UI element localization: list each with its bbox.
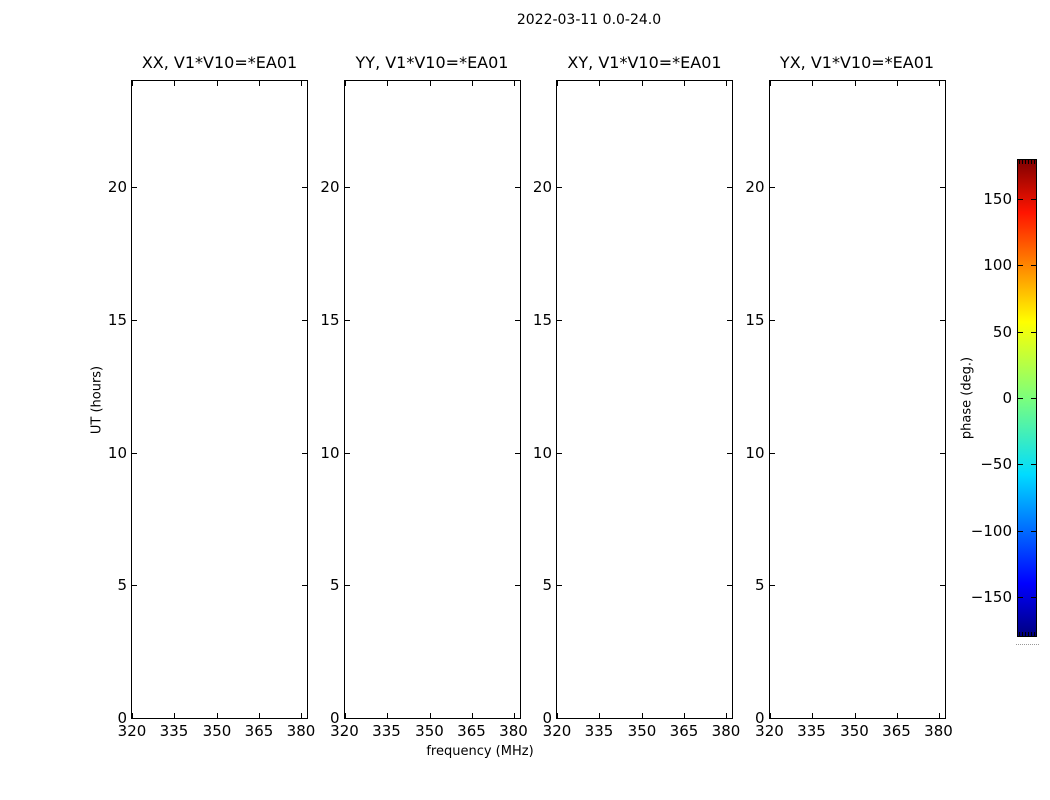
x-tick-mark <box>855 81 856 86</box>
x-tick-label: 350 <box>415 722 444 740</box>
colorbar-tick-mark <box>1031 531 1036 532</box>
x-tick-mark <box>897 713 898 718</box>
x-tick-label: 365 <box>882 722 911 740</box>
y-tick-mark <box>557 187 562 188</box>
colorbar-end-hatch <box>1031 160 1032 164</box>
colorbar-end-hatch <box>1028 632 1029 636</box>
y-tick-mark <box>132 320 137 321</box>
y-tick-label: 10 <box>745 444 765 462</box>
colorbar-tick-label: 100 <box>983 256 1012 274</box>
y-tick-mark <box>940 585 945 586</box>
x-tick-mark <box>897 81 898 86</box>
x-tick-label: 350 <box>627 722 657 740</box>
x-tick-label: 350 <box>202 722 232 740</box>
x-tick-label: 380 <box>286 722 316 740</box>
y-tick-mark <box>345 320 350 321</box>
y-tick-mark <box>132 718 137 719</box>
y-tick-label: 15 <box>532 311 552 329</box>
x-tick-mark <box>472 713 473 718</box>
y-tick-mark <box>132 453 137 454</box>
y-tick-mark <box>770 187 775 188</box>
colorbar-label: phase (deg.) <box>959 356 975 440</box>
y-tick-label: 0 <box>542 709 552 727</box>
y-tick-label: 10 <box>532 444 552 462</box>
x-tick-mark <box>642 713 643 718</box>
y-tick-label: 10 <box>320 444 340 462</box>
colorbar-end-hatch <box>1019 632 1020 636</box>
subplot-panel <box>556 80 733 719</box>
y-tick-mark <box>940 718 945 719</box>
x-tick-mark <box>684 713 685 718</box>
colorbar-tick-label: −50 <box>980 455 1012 473</box>
y-tick-label: 0 <box>117 709 127 727</box>
y-tick-mark <box>557 718 562 719</box>
subplot-panel <box>344 80 521 719</box>
x-tick-mark <box>557 81 558 86</box>
subplot-panel <box>769 80 946 719</box>
x-tick-label: 335 <box>584 722 614 740</box>
x-tick-mark <box>217 81 218 86</box>
y-tick-label: 20 <box>107 178 127 196</box>
x-tick-mark <box>259 81 260 86</box>
x-tick-mark <box>387 81 388 86</box>
x-tick-mark <box>301 81 302 86</box>
colorbar-tick-mark <box>1018 199 1023 200</box>
colorbar-tick-mark <box>1018 464 1023 465</box>
y-tick-mark <box>132 585 137 586</box>
x-tick-mark <box>726 81 727 86</box>
colorbar-tick-label: 0 <box>1002 389 1012 407</box>
y-tick-mark <box>940 187 945 188</box>
x-tick-mark <box>812 713 813 718</box>
y-tick-mark <box>770 585 775 586</box>
y-tick-mark <box>770 453 775 454</box>
colorbar-tick-mark <box>1018 531 1023 532</box>
colorbar-tick-mark <box>1018 597 1023 598</box>
colorbar-tick-mark <box>1031 597 1036 598</box>
y-tick-mark <box>557 453 562 454</box>
y-tick-label: 20 <box>320 178 340 196</box>
colorbar-tick-label: 150 <box>983 190 1012 208</box>
colorbar-tick-label: −150 <box>970 588 1012 606</box>
y-axis-label: UT (hours) <box>89 365 105 435</box>
y-tick-mark <box>940 453 945 454</box>
x-tick-label: 335 <box>159 722 189 740</box>
x-tick-label: 320 <box>542 722 572 740</box>
y-tick-mark <box>940 320 945 321</box>
x-tick-mark <box>345 81 346 86</box>
colorbar-tick-mark <box>1018 398 1023 399</box>
x-tick-label: 365 <box>244 722 274 740</box>
colorbar-tick-mark <box>1031 199 1036 200</box>
y-tick-label: 5 <box>117 576 127 594</box>
x-tick-mark <box>132 81 133 86</box>
x-tick-mark <box>387 713 388 718</box>
subplot-panel <box>131 80 308 719</box>
y-tick-label: 15 <box>320 311 340 329</box>
y-tick-label: 5 <box>329 576 340 594</box>
x-tick-mark <box>259 713 260 718</box>
y-tick-label: 10 <box>107 444 127 462</box>
x-axis-label: frequency (MHz) <box>426 744 534 759</box>
x-tick-mark <box>217 713 218 718</box>
colorbar-end-hatch <box>1034 160 1035 164</box>
colorbar-end-hatch <box>1028 160 1029 164</box>
colorbar-tick-mark <box>1018 332 1023 333</box>
x-tick-mark <box>684 81 685 86</box>
x-tick-mark <box>939 81 940 86</box>
y-tick-mark <box>132 187 137 188</box>
y-tick-label: 15 <box>107 311 127 329</box>
colorbar-end-hatch <box>1022 632 1023 636</box>
y-tick-label: 20 <box>532 178 552 196</box>
x-tick-label: 380 <box>499 722 528 740</box>
x-tick-label: 320 <box>330 722 359 740</box>
x-tick-label: 350 <box>840 722 869 740</box>
x-tick-label: 365 <box>669 722 699 740</box>
x-tick-label: 380 <box>711 722 741 740</box>
subplot-title: XX, V1*V10=*EA01 <box>141 53 298 72</box>
x-tick-label: 365 <box>457 722 486 740</box>
x-tick-mark <box>599 713 600 718</box>
x-tick-mark <box>514 81 515 86</box>
y-tick-mark <box>345 453 350 454</box>
x-tick-mark <box>174 81 175 86</box>
x-tick-mark <box>642 81 643 86</box>
y-tick-mark <box>557 585 562 586</box>
x-tick-mark <box>430 713 431 718</box>
y-tick-label: 0 <box>329 709 340 727</box>
x-tick-mark <box>855 713 856 718</box>
x-tick-mark <box>599 81 600 86</box>
x-tick-label: 320 <box>117 722 147 740</box>
colorbar-end-hatch <box>1034 632 1035 636</box>
colorbar-tick-mark <box>1031 464 1036 465</box>
subplot-title: YY, V1*V10=*EA01 <box>355 53 509 72</box>
y-tick-mark <box>770 320 775 321</box>
colorbar-end-hatch <box>1031 632 1032 636</box>
y-tick-mark <box>345 585 350 586</box>
y-tick-mark <box>345 718 350 719</box>
x-tick-mark <box>770 81 771 86</box>
x-tick-mark <box>430 81 431 86</box>
colorbar-tick-label: −100 <box>970 522 1012 540</box>
colorbar-dotted-line <box>1016 644 1039 645</box>
colorbar-end-hatch <box>1025 632 1026 636</box>
y-tick-label: 5 <box>754 576 765 594</box>
colorbar-end-hatch <box>1022 160 1023 164</box>
y-tick-label: 0 <box>754 709 765 727</box>
subplot-title: XY, V1*V10=*EA01 <box>567 53 722 72</box>
x-tick-label: 335 <box>797 722 826 740</box>
y-tick-mark <box>345 187 350 188</box>
x-tick-mark <box>174 713 175 718</box>
x-tick-label: 335 <box>372 722 401 740</box>
y-tick-mark <box>770 718 775 719</box>
y-tick-label: 20 <box>745 178 765 196</box>
colorbar-tick-mark <box>1018 265 1023 266</box>
y-tick-label: 5 <box>542 576 552 594</box>
colorbar-end-hatch <box>1025 160 1026 164</box>
figure-title: 2022-03-11 0.0-24.0 <box>516 12 662 28</box>
x-tick-mark <box>812 81 813 86</box>
x-tick-mark <box>472 81 473 86</box>
colorbar-tick-mark <box>1031 332 1036 333</box>
subplot-title: YX, V1*V10=*EA01 <box>779 53 935 72</box>
colorbar-tick-label: 50 <box>992 323 1012 341</box>
colorbar-end-hatch <box>1019 160 1020 164</box>
x-tick-label: 380 <box>924 722 953 740</box>
colorbar-tick-mark <box>1031 265 1036 266</box>
colorbar-tick-mark <box>1031 398 1036 399</box>
y-tick-label: 15 <box>745 311 765 329</box>
y-tick-mark <box>557 320 562 321</box>
x-tick-label: 320 <box>755 722 784 740</box>
